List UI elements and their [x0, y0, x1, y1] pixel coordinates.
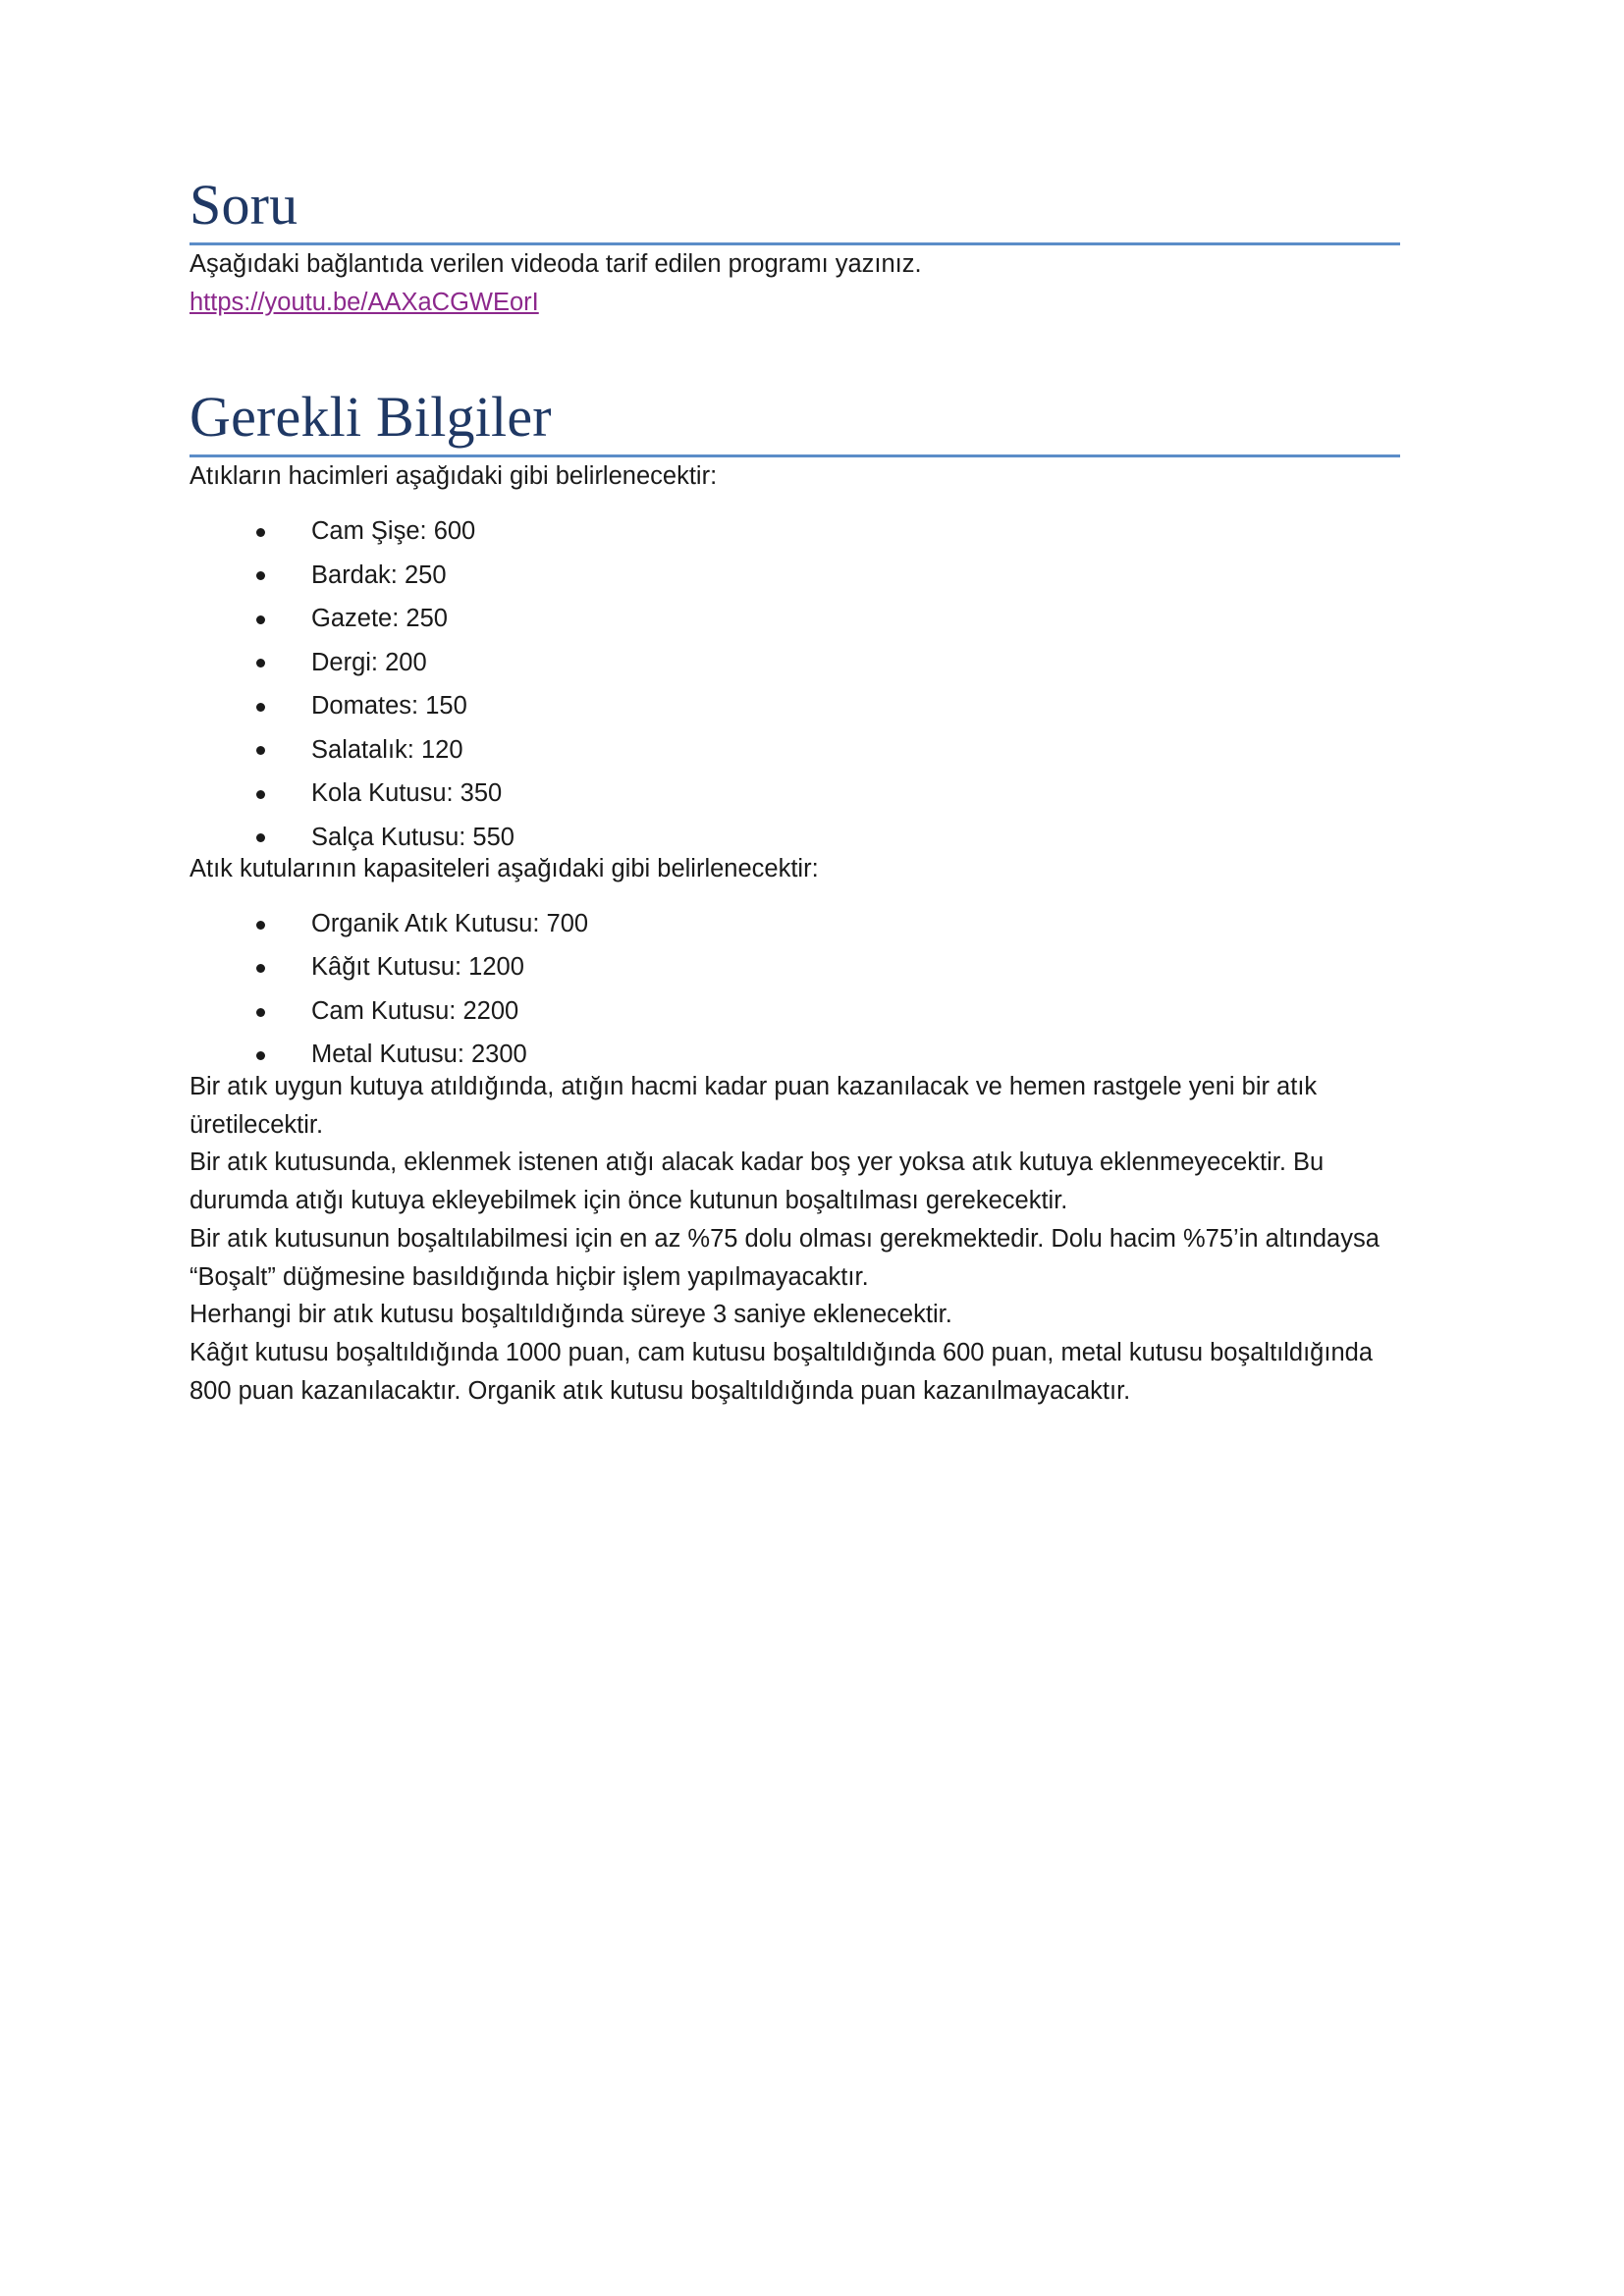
- list-item: [256, 823, 1400, 851]
- section-question: [189, 175, 1400, 245]
- bullet-dot-icon: [256, 528, 265, 537]
- bullet-dot-icon: [256, 703, 265, 712]
- list-item-label: Dergi: 200: [311, 648, 427, 676]
- list-item: [256, 648, 1400, 676]
- bullet-dot-icon: [256, 1051, 265, 1060]
- rule-paragraph-4: Herhangi bir atık kutusu boşaltıldığında süreye 3 saniye eklenecektir.: [189, 1301, 952, 1329]
- rule-paragraph-1: Bir atık uygun kutuya atıldığında, atığın hacmi kadar puan kazanılacak ve hemen rastgele yeni bir atık üretilecektir.: [189, 1072, 1318, 1139]
- list-item: [256, 955, 1400, 981]
- heading-gerekli-bilgiler: Gerekli Bilgiler: [189, 387, 1400, 457]
- rule-paragraph-5: Kâğıt kutusu boşaltıldığında 1000 puan, cam kutusu boşaltıldığında 600 puan, metal kutusu boşaltıldığında 800 puan kazanılacaktır. Organik atık kutusu boşaltıldığında puan kazanılmayacaktır.: [189, 1339, 1373, 1405]
- waste-volumes-list: [189, 519, 1400, 850]
- list-item-label: Kâğıt Kutusu: 1200: [311, 953, 524, 982]
- bin-capacities-intro-paragraph: Atık kutularının kapasiteleri aşağıdaki gibi belirlenecektir:: [189, 855, 819, 883]
- list-item: [256, 694, 1400, 720]
- list-item-label: Gazete: 250: [311, 605, 448, 633]
- rule-paragraph-3: Bir atık kutusunun boşaltılabilmesi için en az %75 dolu olması gerekmektedir. Dolu hacim %75’in altındaysa “Boşalt” düğmesine basıldığında hiçbir işlem yapılmayacaktır.: [189, 1224, 1380, 1291]
- list-item-label: Organik Atık Kutusu: 700: [311, 909, 589, 937]
- list-item: [256, 735, 1400, 764]
- list-item: [256, 563, 1400, 589]
- bullet-dot-icon: [256, 964, 265, 973]
- list-item: [256, 909, 1400, 937]
- section-required-info: [189, 384, 1400, 457]
- heading-soru: Soru: [189, 175, 1400, 245]
- list-item: [256, 781, 1400, 807]
- question-link-paragraph: [189, 284, 1400, 322]
- bullet-dot-icon: [256, 746, 265, 755]
- list-item: [256, 996, 1400, 1025]
- list-item: [256, 1042, 1400, 1068]
- list-item-label: Salatalık: 120: [311, 735, 463, 764]
- list-item-label: Bardak: 250: [311, 561, 447, 589]
- list-item-label: Cam Kutusu: 2200: [311, 996, 519, 1025]
- bullet-dot-icon: [256, 833, 265, 842]
- list-item-label: Domates: 150: [311, 692, 467, 721]
- list-item-label: Salça Kutusu: 550: [311, 823, 514, 851]
- bullet-dot-icon: [256, 659, 265, 667]
- list-item-label: Cam Şişe: 600: [311, 517, 476, 546]
- bullet-dot-icon: [256, 790, 265, 799]
- waste-volumes-intro-paragraph: Atıkların hacimleri aşağıdaki gibi belirlenecektir:: [189, 462, 718, 491]
- bullet-dot-icon: [256, 1008, 265, 1017]
- list-item: [256, 607, 1400, 632]
- bullet-dot-icon: [256, 921, 265, 930]
- bullet-dot-icon: [256, 615, 265, 624]
- list-item-label: Kola Kutusu: 350: [311, 779, 503, 808]
- bin-capacities-list: [189, 909, 1400, 1069]
- bullet-dot-icon: [256, 571, 265, 580]
- rule-paragraph-2: Bir atık kutusunda, eklenmek istenen atığı alacak kadar boş yer yoksa atık kutuya eklenmeyecektir. Bu durumda atığı kutuya ekleyebilmek için önce kutunun boşaltılması gerekecektir.: [189, 1148, 1325, 1215]
- list-item: [256, 519, 1400, 545]
- list-item-label: Metal Kutusu: 2300: [311, 1041, 527, 1069]
- question-intro-paragraph: Aşağıdaki bağlantıda verilen videoda tarif edilen programı yazınız.: [189, 250, 922, 279]
- youtube-link[interactable]: https://youtu.be/AAXaCGWEorI: [189, 289, 539, 317]
- document-body: [189, 175, 1400, 1411]
